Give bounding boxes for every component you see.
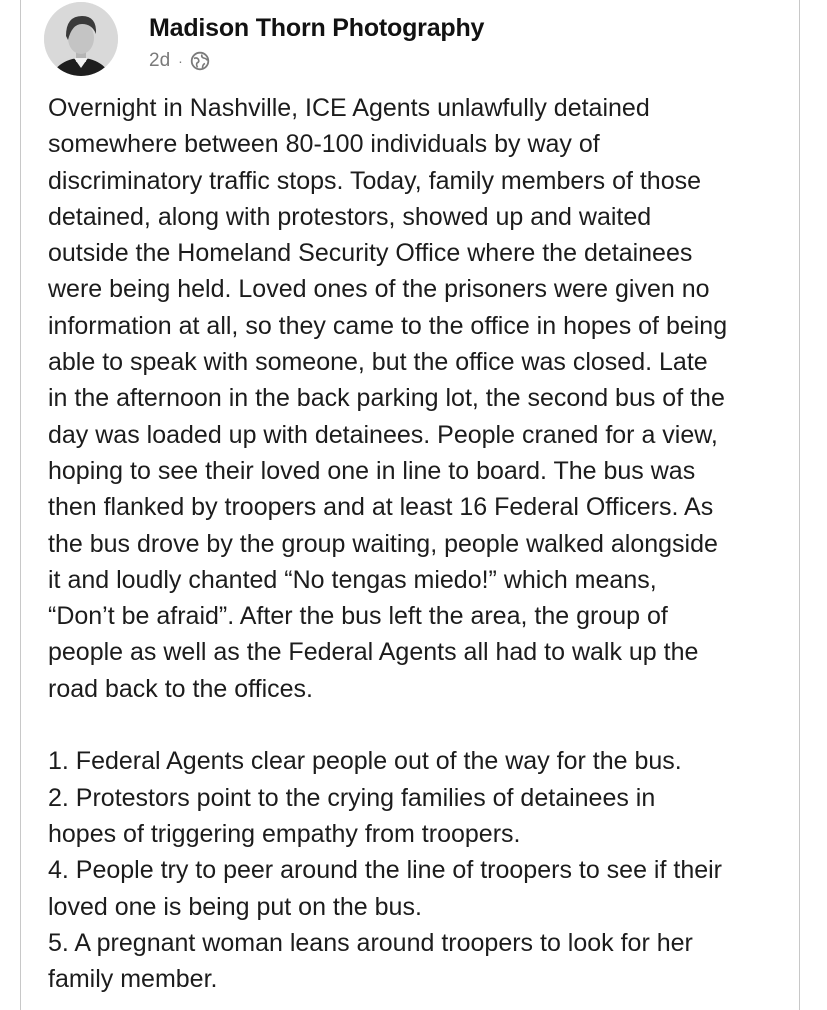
post-body-line: then flanked by troopers and at least 16 Federal Officers. As [48, 493, 714, 522]
caption-list-line: 5. A pregnant woman leans around troopers to look for her [48, 928, 693, 957]
post-meta [149, 48, 210, 74]
avatar[interactable] [44, 2, 118, 76]
post-body-line: people as well as the Federal Agents all had to walk up the [48, 638, 699, 667]
meta-separator: · [178, 53, 183, 69]
post-body-line: road back to the offices. [48, 674, 313, 703]
post-body-line: information at all, so they came to the office in hopes of being [48, 311, 728, 340]
post-body-line: outside the Homeland Security Office where the detainees [48, 239, 693, 268]
post-body-line: were being held. Loved ones of the prisoners were given no [48, 275, 710, 304]
post-body-line: Overnight in Nashville, ICE Agents unlawfully detained [48, 94, 650, 122]
post-body-line: hoping to see their loved one in line to board. The bus was [48, 456, 696, 485]
post-body-line: able to speak with someone, but the office was closed. Late [48, 348, 708, 377]
paragraph-break [48, 707, 788, 743]
post-body-line: discriminatory traffic stops. Today, family members of those [48, 166, 702, 195]
caption-list-line: 1. Federal Agents clear people out of the way for the bus. [48, 747, 682, 776]
globe-icon [190, 51, 210, 71]
caption-list-line: family member. [48, 965, 218, 994]
post-timestamp[interactable]: 2d [149, 50, 171, 71]
caption-list-line: loved one is being put on the bus. [48, 892, 422, 921]
caption-list-line: 4. People try to peer around the line of troopers to see if their [48, 856, 723, 885]
caption-list-line: 2. Protestors point to the crying families of detainees in [48, 783, 656, 812]
post-body-line: somewhere between 80-100 individuals by way of [48, 130, 600, 159]
post-body-line: in the afternoon in the back parking lot, the second bus of the [48, 384, 725, 413]
post-body-line: it and loudly chanted “No tengas miedo!” which means, [48, 565, 657, 594]
author-name[interactable]: Madison Thorn Photography [149, 14, 485, 42]
post-body-line: detained, along with protestors, showed up and waited [48, 202, 652, 231]
post-body-line: the bus drove by the group waiting, people walked alongside [48, 529, 718, 558]
caption-list-line: hopes of triggering empathy from troopers. [48, 819, 521, 848]
post-body [48, 90, 788, 997]
post-body-line: “Don’t be afraid”. After the bus left the area, the group of [48, 602, 668, 631]
post-body-line: day was loaded up with detainees. People craned for a view, [48, 420, 718, 449]
